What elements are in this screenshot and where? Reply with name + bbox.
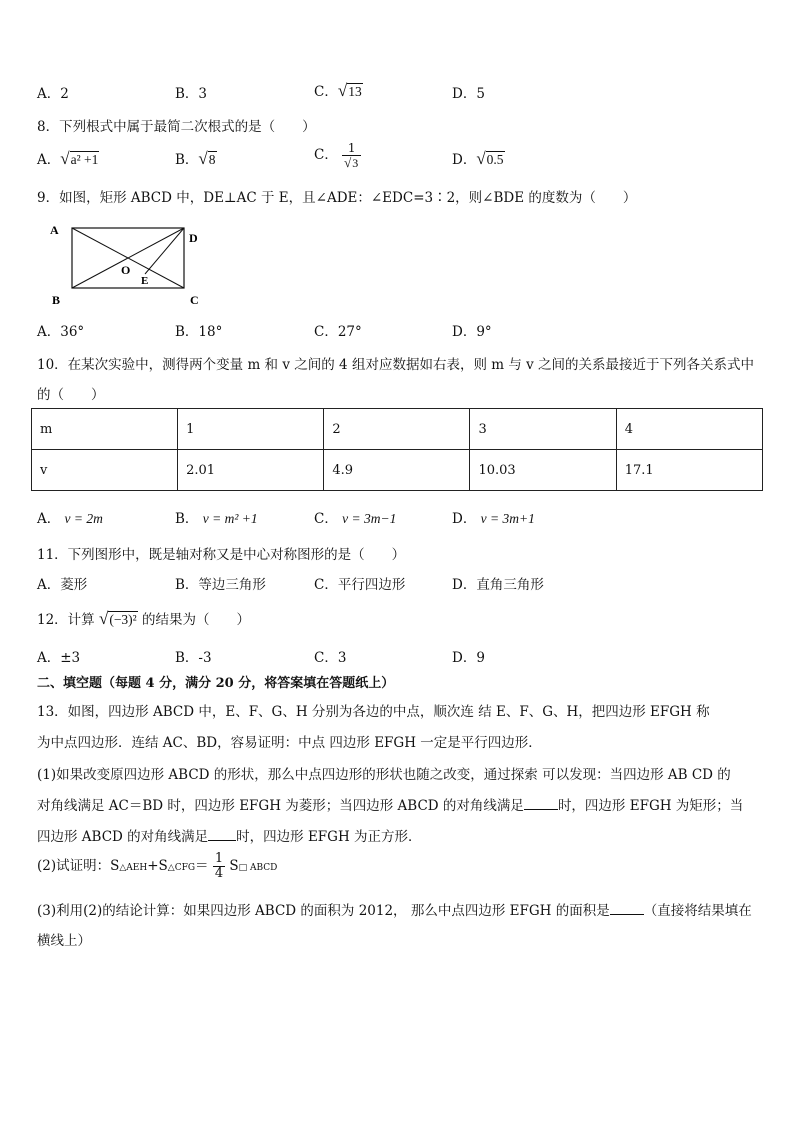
q12-option-c: C．3 bbox=[314, 650, 347, 666]
q10-stem-line2: 的（ ） bbox=[37, 387, 105, 403]
q8-option-b: B．√8 bbox=[175, 149, 216, 168]
q8-d-radicand: 0.5 bbox=[486, 152, 504, 167]
q10-stem-line1: 10．在某次实验中，测得两个变量 m 和 v 之间的 4 组对应数据如右表，则 m 与 v 之间的关系最接近于下列各关系式中 bbox=[37, 357, 755, 373]
q8-option-d: D．√0.5 bbox=[452, 149, 504, 168]
q8-c-fraction: $\frac{1}{√3}$ bbox=[342, 141, 361, 170]
table-cell: 2 bbox=[324, 409, 470, 450]
q10-option-b: B． v = m² +1 bbox=[175, 511, 258, 527]
q11-option-a: A．菱形 bbox=[37, 577, 88, 593]
label-a: A bbox=[50, 223, 59, 237]
q9-option-b: B．18° bbox=[175, 324, 223, 340]
q8-stem: 8．下列根式中属于最简二次根式的是（ ） bbox=[37, 119, 316, 135]
q9-option-c: C．27° bbox=[314, 324, 362, 340]
q12-option-d: D．9 bbox=[452, 650, 485, 666]
q12-radicand: (−3)² bbox=[109, 612, 137, 627]
q13-part1-line3: 四边形 ABCD 的对角线满足 时，四边形 EFGH 为正方形． bbox=[37, 829, 422, 845]
q13-part1-line1: (1)如果改变原四边形 ABCD 的形状，那么中点四边形的形状也随之改变，通过探索 可以发现：当四边形 AB CD 的 bbox=[37, 767, 731, 783]
q13-line1: 13．如图，四边形 ABCD 中，E、F、G、H 分别为各边的中点，顺次连 结 E、F、G、H，把四边形 EFGH 称 bbox=[37, 704, 710, 720]
table-cell: 3 bbox=[470, 409, 616, 450]
label-c: C bbox=[190, 293, 199, 307]
q7-c-radicand: 13 bbox=[348, 84, 362, 99]
table-row bbox=[32, 409, 763, 450]
label-d: D bbox=[189, 231, 198, 245]
q12-stem: 12．计算 √(−3)² 的结果为（ ） bbox=[37, 609, 251, 628]
q10-option-d: D． v = 3m+1 bbox=[452, 511, 535, 527]
q13-line2: 为中点四边形．连结 AC、BD，容易证明：中点 四边形 EFGH 一定是平行四边形． bbox=[37, 735, 542, 751]
label-e: E bbox=[141, 275, 149, 287]
q12-option-a: A．±3 bbox=[37, 650, 81, 666]
q9-stem: 9．如图，矩形 ABCD 中，DE⊥AC 于 E，且∠ADE：∠EDC=3∶2，则∠BDE 的度数为（ ） bbox=[37, 190, 637, 206]
table-row bbox=[32, 450, 763, 491]
q11-stem: 11．下列图形中，既是轴对称又是中心对称图形的是（ ） bbox=[37, 547, 406, 563]
q9-option-d: D．9° bbox=[452, 324, 492, 340]
table-cell: 1 bbox=[178, 409, 324, 450]
table-cell: 17.1 bbox=[616, 450, 762, 491]
table-cell: 10.03 bbox=[470, 450, 616, 491]
q13-part3-line2: 横线上） bbox=[37, 933, 91, 949]
q9-option-a: A．36° bbox=[37, 324, 85, 340]
q11-option-d: D．直角三角形 bbox=[452, 577, 544, 593]
rectangle-abcd-figure bbox=[44, 220, 214, 310]
q7-option-d: D．5 bbox=[452, 86, 485, 102]
q10-option-c: C． v = 3m−1 bbox=[314, 511, 397, 527]
q11-option-c: C．平行四边形 bbox=[314, 577, 406, 593]
q7-option-b: B．3 bbox=[175, 86, 208, 102]
q12-option-b: B．-3 bbox=[175, 650, 212, 666]
q13-part2: (2)试证明：S△AEH+S△CFG＝ $\frac{1}{4}$ S□ ABCD bbox=[37, 851, 278, 881]
q8-b-radicand: 8 bbox=[208, 152, 216, 167]
q8-option-c: C． $\frac{1}{√3}$ bbox=[314, 141, 361, 170]
table-cell: v bbox=[32, 450, 178, 491]
answer-blank[interactable] bbox=[610, 902, 644, 915]
label-b: B bbox=[52, 293, 61, 307]
table-cell: 4.9 bbox=[324, 450, 470, 491]
q11-option-b: B．等边三角形 bbox=[175, 577, 266, 593]
q10-data-table bbox=[31, 408, 763, 491]
answer-blank[interactable] bbox=[524, 797, 558, 810]
q7-option-c: C．√13 bbox=[314, 81, 362, 100]
label-o: O bbox=[121, 263, 131, 277]
q7-option-a: A．2 bbox=[37, 86, 69, 102]
table-cell: 4 bbox=[616, 409, 762, 450]
q13-part3-line1: (3)利用(2)的结论计算：如果四边形 ABCD 的面积为 2012， 那么中点四边形 EFGH 的面积是 （直接将结果填在 bbox=[37, 903, 752, 919]
table-cell: 2.01 bbox=[178, 450, 324, 491]
q8-option-a: A．√a² +1 bbox=[37, 149, 99, 168]
answer-blank[interactable] bbox=[208, 828, 236, 841]
q10-option-a: A． v = 2m bbox=[37, 511, 103, 527]
segment-de bbox=[145, 228, 184, 274]
section-2-heading: 二、填空题（每题 4 分，满分 20 分，将答案填在答题纸上） bbox=[37, 676, 395, 691]
q8-a-radicand: a² +1 bbox=[70, 152, 99, 167]
q13-part1-line2: 对角线满足 AC＝BD 时，四边形 EFGH 为菱形；当四边形 ABCD 的对角线满足 时，四边形 EFGH 为矩形；当 bbox=[37, 798, 744, 814]
table-cell: m bbox=[32, 409, 178, 450]
